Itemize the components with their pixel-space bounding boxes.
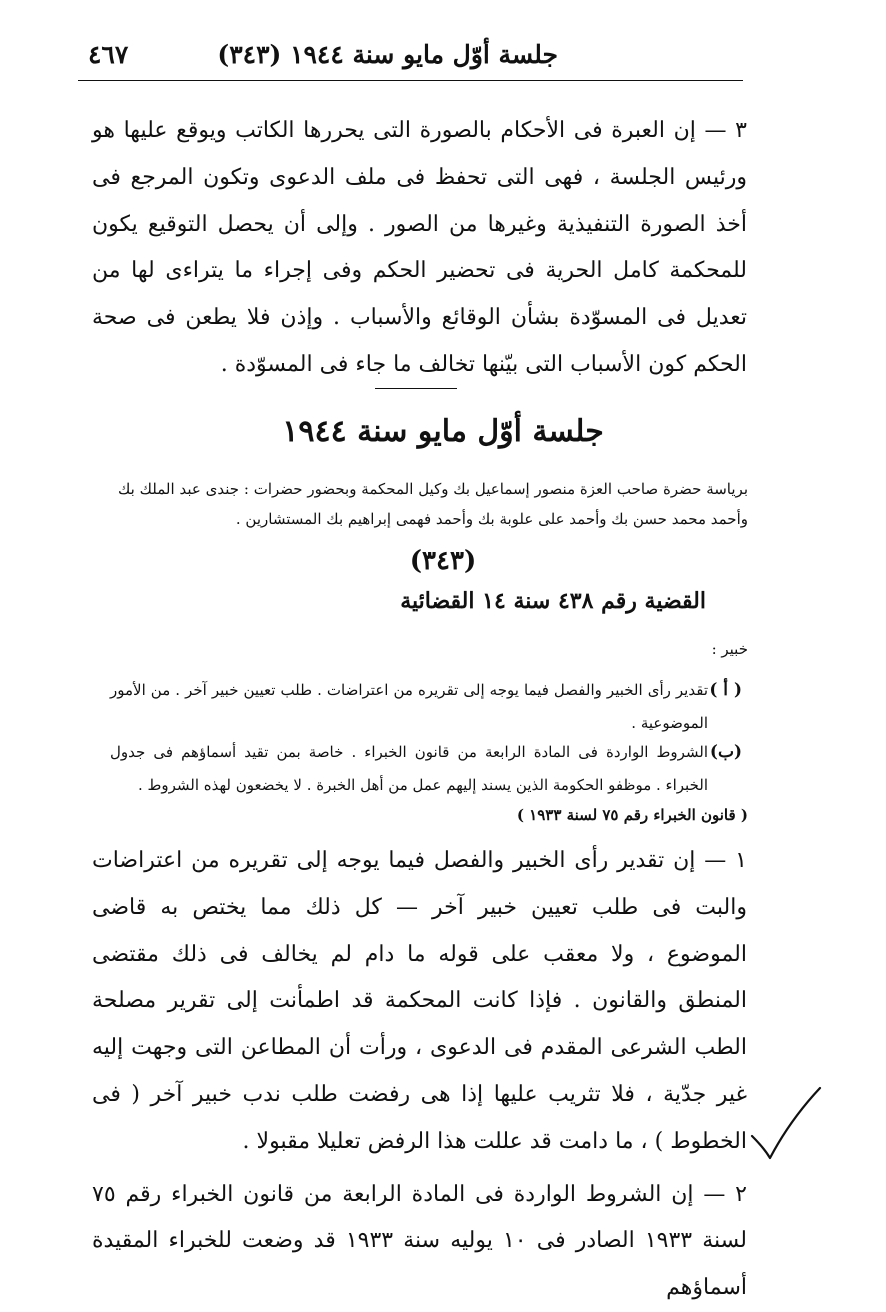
ruling-paragraph-1: ١ — إن تقدير رأى الخبير والفصل فيما يوجه إلى تقريره من اعتراضات والبت فى طلب تعيين خبير آخر — كل ذلك مما يختص به قاضى الموضوع ، ولا معقب على قوله ما دام لم يخالف فى ذلك مقتضى المنطق والقانون . فإذا كانت المحكمة قد اطمأنت إلى تقرير مصلحة الطب الشرعى المقدم فى الدعوى ، ورأت أن المطاعن التى وجهت إليه غير جدّية ، فلا تثريب عليها إذا هى رفضت طلب ندب خبير آخر ( فى الخطوط ) ، ما دامت قد عللت هذا الرفض تعليلا مقبولا . <box>92 848 747 1154</box>
summary-item-a <box>110 674 742 740</box>
summary-item-text: تقدير رأى الخبير والفصل فيما يوجه إلى تقريره من اعتراضات . طلب تعيين خبير آخر . من الأمور الموضوعية . <box>110 681 708 732</box>
summary-item-b <box>110 736 742 802</box>
running-title: جلسة أوّل مايو سنة ١٩٤٤ (٣٤٣) <box>217 40 558 69</box>
ruling-body <box>92 838 747 1312</box>
summary-item-letter: ( أ ) <box>709 680 742 700</box>
session-title: جلسة أوّل مايو سنة ١٩٤٤ <box>282 414 604 449</box>
checkmark-icon <box>746 1082 826 1162</box>
previous-ruling-paragraph: ٣ — إن العبرة فى الأحكام بالصورة التى يحررها الكاتب ويوقع عليها هو ورئيس الجلسة ، فهى التى تحفظ فى ملف الدعوى وتكون المرجع فى أخذ الصورة التنفيذية وغيرها من الصور . وإلى أن يحصل التوقيع يكون للمحكمة كامل الحرية فى تحضير الحكم وفى إجراء ما يتراءى لها من تعديل فى المسوّدة بشأن الوقائع والأسباب . وإذن فلا يطعن فى صحة الحكم كون الأسباب التى بيّنها تخالف ما جاء فى المسوّدة . <box>92 118 747 377</box>
decision-number: (٣٤٣) <box>409 546 477 576</box>
summary-item-letter: (ب) <box>709 742 742 762</box>
previous-ruling-section <box>92 108 747 389</box>
summary-heading: خبير : <box>711 640 748 658</box>
page-number: ٤٦٧ <box>88 40 129 69</box>
ruling-paragraph-2: ٢ — إن الشروط الواردة فى المادة الرابعة من قانون الخبراء رقم ٧٥ لسنة ١٩٣٣ الصادر فى ١٠ يوليه سنة ١٩٣٣ قد وضعت للخبراء المقيدة أسماؤهم <box>92 1181 747 1301</box>
law-reference: ( قانون الخبراء رقم ٧٥ لسنة ١٩٣٣ ) <box>516 806 748 824</box>
summary-item-text: الشروط الواردة فى المادة الرابعة من قانون الخبراء . خاصة بمن تقيد أسماؤهم فى جدول الخبراء . موظفو الحكومة الذين يسند إليهم عمل من أهل الخبرة . لا يخضعون لهذه الشروط . <box>110 743 708 794</box>
running-header <box>78 36 743 81</box>
session-attendees: برياسة حضرة صاحب العزة منصور إسماعيل بك وكيل المحكمة وبحضور حضرات : جندى عبد الملك بك وأحمد محمد حسن بك وأحمد على علوبة بك وأحمد فهمى إبراهيم بك المستشارين . <box>118 480 748 528</box>
section-divider <box>375 388 457 389</box>
case-number-line: القضية رقم ٤٣٨ سنة ١٤ القضائية <box>400 588 706 614</box>
